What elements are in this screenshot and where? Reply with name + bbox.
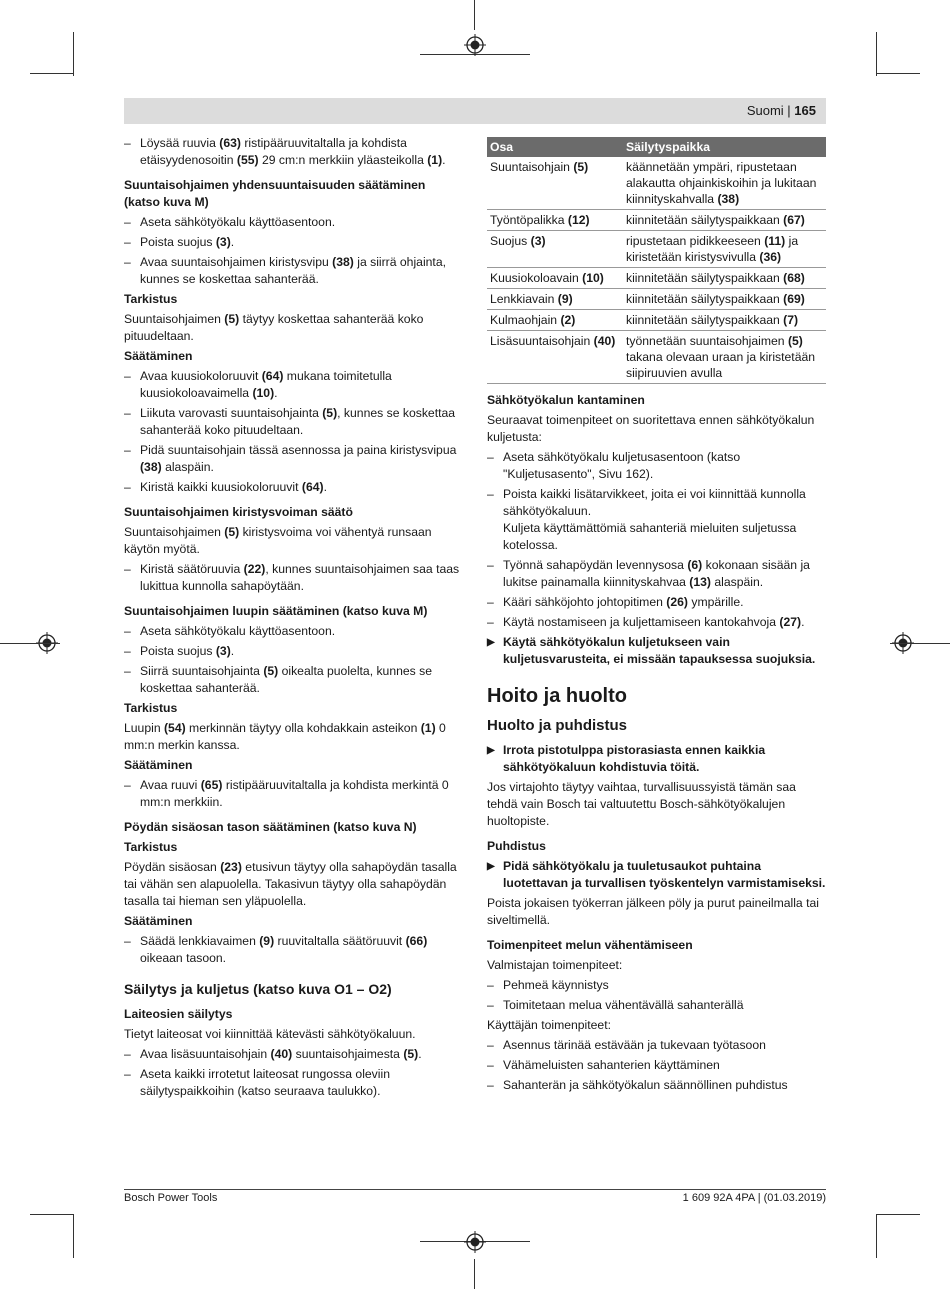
footer-divider — [124, 1189, 826, 1190]
section-heading: Suuntaisohjaimen yhdensuuntaisuuden säätäminen (katso kuva M) — [124, 178, 426, 209]
section-heading: Huolto ja puhdistus — [487, 717, 627, 734]
crop-mark — [73, 1214, 74, 1258]
table-cell: ripustetaan pidikkeeseen (11) ja kiristetään kiristysvivulla (36) — [623, 231, 826, 268]
crop-mark — [890, 643, 950, 644]
page-number: 165 — [794, 103, 816, 118]
subheading: Säätäminen — [124, 758, 193, 772]
crop-mark — [0, 643, 60, 644]
table-cell: Työntöpalikka (12) — [487, 210, 623, 231]
list-item: – Aseta sähkötyökalu käyttöasentoon. — [124, 623, 464, 640]
table-cell: kiinnitetään säilytyspaikkaan (68) — [623, 268, 826, 289]
list-item: – Avaa ruuvi (65) ristipääruuvitaltalla ja kohdista merkintä 0 mm:n merkkiin. — [124, 777, 464, 811]
table-cell: Suojus (3) — [487, 231, 623, 268]
list-item: – Aseta kaikki irrotetut laiteosat rungossa oleviin säilytyspaikkoihin (katso seuraava taulukko). — [124, 1066, 464, 1100]
paragraph: Poista jokaisen työkerran jälkeen pöly ja purut paineilmalla tai siveltimellä. — [487, 896, 819, 927]
list-item: – Avaa suuntaisohjaimen kiristysvipu (38) ja siirrä ohjainta, kunnes se koskettaa sahanterää. — [124, 254, 464, 288]
header-separator: | — [783, 103, 795, 118]
table-cell: käännetään ympäri, ripustetaan alakautta ohjainkiskoihin ja lukitaan kiinnityskahvalla (38) — [623, 157, 826, 210]
table-cell: Suuntaisohjain (5) — [487, 157, 623, 210]
list-item: – Aseta sähkötyökalu käyttöasentoon. — [124, 214, 464, 231]
table-cell: kiinnitetään säilytyspaikkaan (69) — [623, 289, 826, 310]
table-header-cell: Osa — [487, 137, 623, 157]
list-item: – Työnnä sahapöydän levennysosa (6) kokonaan sisään ja lukitse painamalla kiinnityskahvaa (13) alaspäin. — [487, 557, 826, 591]
list-item: – Löysää ruuvia (63) ristipääruuvitaltalla ja kohdista etäisyydenosoitin (55) 29 cm:n merkkiin yläasteikolla (1). — [124, 135, 464, 169]
list-item-text: Poista kaikki lisätarvikkeet, joita ei voi kiinnittää kunnolla sähkötyökaluun. — [503, 487, 806, 518]
list-item: – Kiristä säätöruuvia (22), kunnes suuntaisohjaimen saa taas lukittua kunnolla sahapöytään. — [124, 561, 464, 595]
table-row — [487, 310, 826, 331]
subheading: Tarkistus — [124, 292, 178, 306]
table-row — [487, 289, 826, 310]
list-item-continuation: Kuljeta käyttämättömiä sahanteriä mieluiten suljetussa kotelossa. — [503, 521, 797, 552]
table-header-cell: Säilytyspaikka — [623, 137, 826, 157]
subheading: Puhdistus — [487, 839, 546, 853]
crop-mark — [30, 1214, 74, 1215]
crop-mark — [876, 73, 920, 74]
section-heading: Sähkötyökalun kantaminen — [487, 393, 645, 407]
section-heading: Suuntaisohjaimen kiristysvoiman säätö — [124, 505, 353, 519]
list-item: – Siirrä suuntaisohjainta (5) oikealta puolelta, kunnes se koskettaa sahanterää. — [124, 663, 464, 697]
crop-mark — [876, 1214, 877, 1258]
paragraph: Pöydän sisäosan (23) etusivun täytyy olla sahapöydän tasalla tai vähän sen alapuolella. Takasivun täytyy olla sahapöydän tasalla tai hieman sen yläpuolella. — [124, 860, 457, 908]
section-heading: Suuntaisohjaimen luupin säätäminen (katso kuva M) — [124, 604, 428, 618]
chapter-heading: Säilytys ja kuljetus (katso kuva O1 – O2) — [124, 981, 392, 997]
section-heading: Toimenpiteet melun vähentämiseen — [487, 938, 693, 952]
table-cell: Kuusiokoloavain (10) — [487, 268, 623, 289]
warning-item: ▶ Pidä sähkötyökalu ja tuuletusaukot puhtaina luotettavan ja turvallisen työskentelyn varmistamiseksi. — [487, 858, 826, 892]
list-item: – Toimitetaan melua vähentävällä sahanterällä — [487, 997, 826, 1014]
subheading: Säätäminen — [124, 349, 193, 363]
paragraph: Suuntaisohjaimen (5) kiristysvoima voi vähentyä runsaan käytön myötä. — [124, 525, 432, 556]
warning-item: ▶ Käytä sähkötyökalun kuljetukseen vain kuljetusvarusteita, ei missään tapauksessa suojuksia. — [487, 634, 826, 668]
table-row — [487, 268, 826, 289]
list-item: – Asennus tärinää estävään ja tukevaan työtasoon — [487, 1037, 826, 1054]
paragraph: Käyttäjän toimenpiteet: — [487, 1018, 611, 1032]
list-item: – Pehmeä käynnistys — [487, 977, 826, 994]
table-row — [487, 210, 826, 231]
table-row — [487, 157, 826, 210]
list-item: – Poista suojus (3). — [124, 234, 464, 251]
list-item: – Aseta sähkötyökalu kuljetusasentoon (katso "Kuljetusasento", Sivu 162). — [487, 449, 826, 483]
footer-doc-number: 1 609 92A 4PA | (01.03.2019) — [682, 1192, 826, 1204]
table-row — [487, 331, 826, 384]
crop-mark — [474, 1259, 475, 1289]
paragraph: Luupin (54) merkinnän täytyy olla kohdakkain asteikon (1) 0 mm:n merkin kanssa. — [124, 721, 446, 752]
table-cell: Kulmaohjain (2) — [487, 310, 623, 331]
list-item: – Sahanterän ja sähkötyökalun säännöllinen puhdistus — [487, 1077, 826, 1094]
table-cell: Lisäsuuntaisohjain (40) — [487, 331, 623, 384]
list-item — [487, 486, 826, 520]
table-cell: työnnetään suuntaisohjaimen (5) takana olevaan uraan ja kiristetään siipiruuvien avulla — [623, 331, 826, 384]
table-header-row — [487, 137, 826, 157]
crop-mark — [474, 0, 475, 30]
list-item: – Poista suojus (3). — [124, 643, 464, 660]
subheading: Tarkistus — [124, 701, 178, 715]
paragraph: Seuraavat toimenpiteet on suoritettava ennen sähkötyökalun kuljetusta: — [487, 413, 815, 444]
header-language: Suomi — [746, 103, 784, 118]
list-item: – Liikuta varovasti suuntaisohjainta (5), kunnes se koskettaa sahanterää koko pituudeltaan. — [124, 405, 464, 439]
paragraph: Jos virtajohto täytyy vaihtaa, turvallisuussyistä tämän saa tehdä vain Bosch tai valtuutettu Bosch-sähkötyökalujen huoltopiste. — [487, 780, 796, 828]
crop-mark — [876, 1214, 920, 1215]
registration-mark-icon — [464, 34, 486, 56]
header-text — [747, 103, 816, 118]
storage-table — [487, 137, 826, 384]
chapter-heading: Hoito ja huolto — [487, 685, 627, 707]
table-cell: Lenkkiavain (9) — [487, 289, 623, 310]
table-cell: kiinnitetään säilytyspaikkaan (67) — [623, 210, 826, 231]
subheading: Tarkistus — [124, 840, 178, 854]
paragraph: Suuntaisohjaimen (5) täytyy koskettaa sahanterää koko pituudeltaan. — [124, 312, 424, 343]
list-item: – Kiristä kaikki kuusiokoloruuvit (64). — [124, 479, 464, 496]
list-item: – Säädä lenkkiavaimen (9) ruuvitaltalla säätöruuvit (66) oikeaan tasoon. — [124, 933, 464, 967]
right-column — [487, 137, 826, 1097]
list-item: – Käytä nostamiseen ja kuljettamiseen kantokahvoja (27). — [487, 614, 826, 631]
footer-brand: Bosch Power Tools — [124, 1192, 218, 1204]
crop-mark — [876, 32, 877, 76]
list-item: – Avaa kuusiokoloruuvit (64) mukana toimitetulla kuusiokoloavaimella (10). — [124, 368, 464, 402]
crop-mark — [73, 32, 74, 76]
crop-mark — [30, 73, 74, 74]
list-item: – Kääri sähköjohto johtopitimen (26) ympärille. — [487, 594, 826, 611]
page-header — [124, 98, 826, 124]
left-column — [124, 135, 464, 1103]
subheading: Laiteosien säilytys — [124, 1007, 233, 1021]
table-row — [487, 231, 826, 268]
paragraph: Valmistajan toimenpiteet: — [487, 958, 623, 972]
paragraph: Tietyt laiteosat voi kiinnittää kätevästi sähkötyökaluun. — [124, 1027, 416, 1041]
list-item: – Avaa lisäsuuntaisohjain (40) suuntaisohjaimesta (5). — [124, 1046, 464, 1063]
subheading: Säätäminen — [124, 914, 193, 928]
section-heading: Pöydän sisäosan tason säätäminen (katso kuva N) — [124, 820, 417, 834]
table-cell: kiinnitetään säilytyspaikkaan (7) — [623, 310, 826, 331]
list-item: – Vähämeluisten sahanterien käyttäminen — [487, 1057, 826, 1074]
registration-mark-icon — [464, 1231, 486, 1253]
warning-item: ▶ Irrota pistotulppa pistorasiasta ennen kaikkia sähkötyökaluun kohdistuvia töitä. — [487, 742, 826, 776]
list-item: – Pidä suuntaisohjain tässä asennossa ja paina kiristysvipua (38) alaspäin. — [124, 442, 464, 476]
